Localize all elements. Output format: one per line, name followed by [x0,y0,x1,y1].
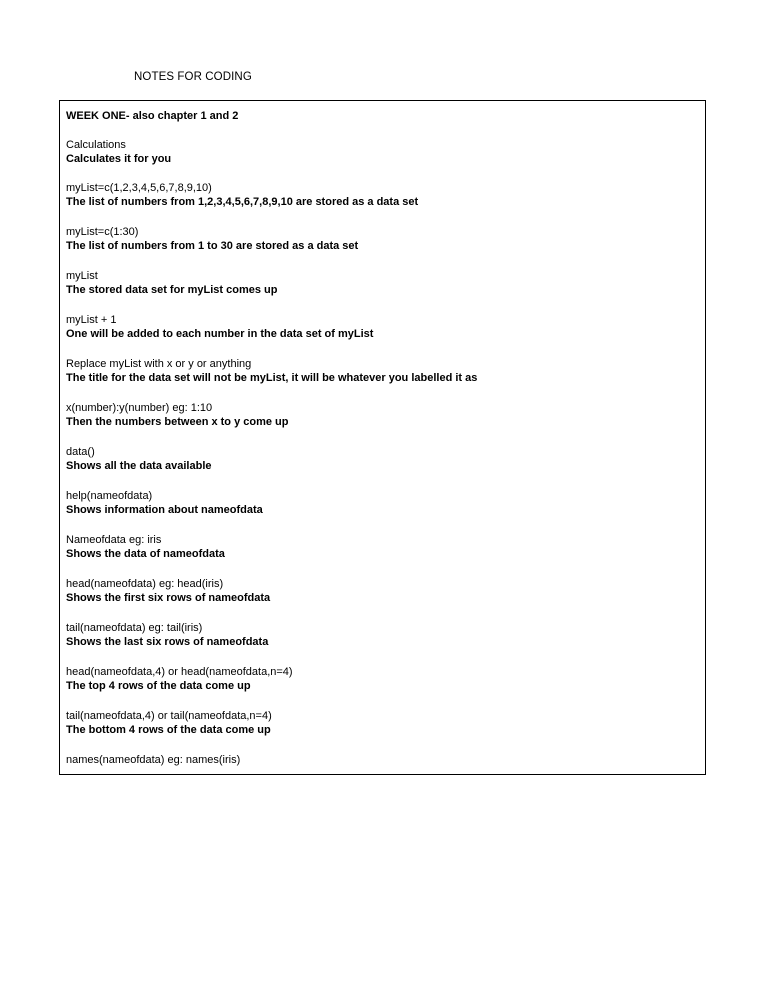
entry-description: The list of numbers from 1 to 30 are stored as a data set [66,240,359,252]
note-entry [66,181,696,209]
entry-code: Replace myList with x or y or anything [66,358,252,370]
entry-code: help(nameofdata) [66,490,153,502]
entry-code: tail(nameofdata) eg: tail(iris) [66,622,203,634]
entry-code: myList + 1 [66,314,117,326]
entry-code: Nameofdata eg: iris [66,534,162,546]
note-entry [66,533,696,561]
note-entry [66,665,696,693]
entry-code: myList=c(1,2,3,4,5,6,7,8,9,10) [66,182,212,194]
entry-description: Shows the last six rows of nameofdata [66,636,269,648]
entry-description: The list of numbers from 1,2,3,4,5,6,7,8,9,10 are stored as a data set [66,196,419,208]
entry-code: Calculations [66,139,126,151]
document-title: NOTES FOR CODING [134,71,252,83]
entry-code: head(nameofdata,4) or head(nameofdata,n=4) [66,666,293,678]
entry-code: myList=c(1:30) [66,226,139,238]
entry-description: Shows information about nameofdata [66,504,263,516]
note-entry [66,357,696,385]
entry-code: data() [66,446,95,458]
note-entry [66,269,696,297]
entry-description: The title for the data set will not be myList, it will be whatever you labelled it as [66,372,478,384]
entry-description: Calculates it for you [66,153,172,165]
note-entry [66,313,696,341]
entry-code: tail(nameofdata,4) or tail(nameofdata,n=4) [66,710,272,722]
note-entry [66,138,696,166]
section-heading: WEEK ONE- also chapter 1 and 2 [66,110,239,122]
note-entry [66,709,696,737]
entry-code: names(nameofdata) eg: names(iris) [66,754,241,766]
entry-description: The top 4 rows of the data come up [66,680,251,692]
note-entry [66,621,696,649]
entry-description: The stored data set for myList comes up [66,284,278,296]
entry-description: One will be added to each number in the data set of myList [66,328,374,340]
entry-description: Shows the first six rows of nameofdata [66,592,271,604]
entry-description: Shows all the data available [66,460,212,472]
notes-table-cell [59,100,706,775]
entry-description: The bottom 4 rows of the data come up [66,724,271,736]
note-entry [66,489,696,517]
entry-code: x(number):y(number) eg: 1:10 [66,402,213,414]
entry-code: head(nameofdata) eg: head(iris) [66,578,224,590]
entry-description: Then the numbers between x to y come up [66,416,289,428]
note-entry [66,225,696,253]
note-entry [66,577,696,605]
entry-description: Shows the data of nameofdata [66,548,225,560]
entry-code: myList [66,270,98,282]
note-entry [66,401,696,429]
note-entry [66,753,696,767]
note-entry [66,445,696,473]
